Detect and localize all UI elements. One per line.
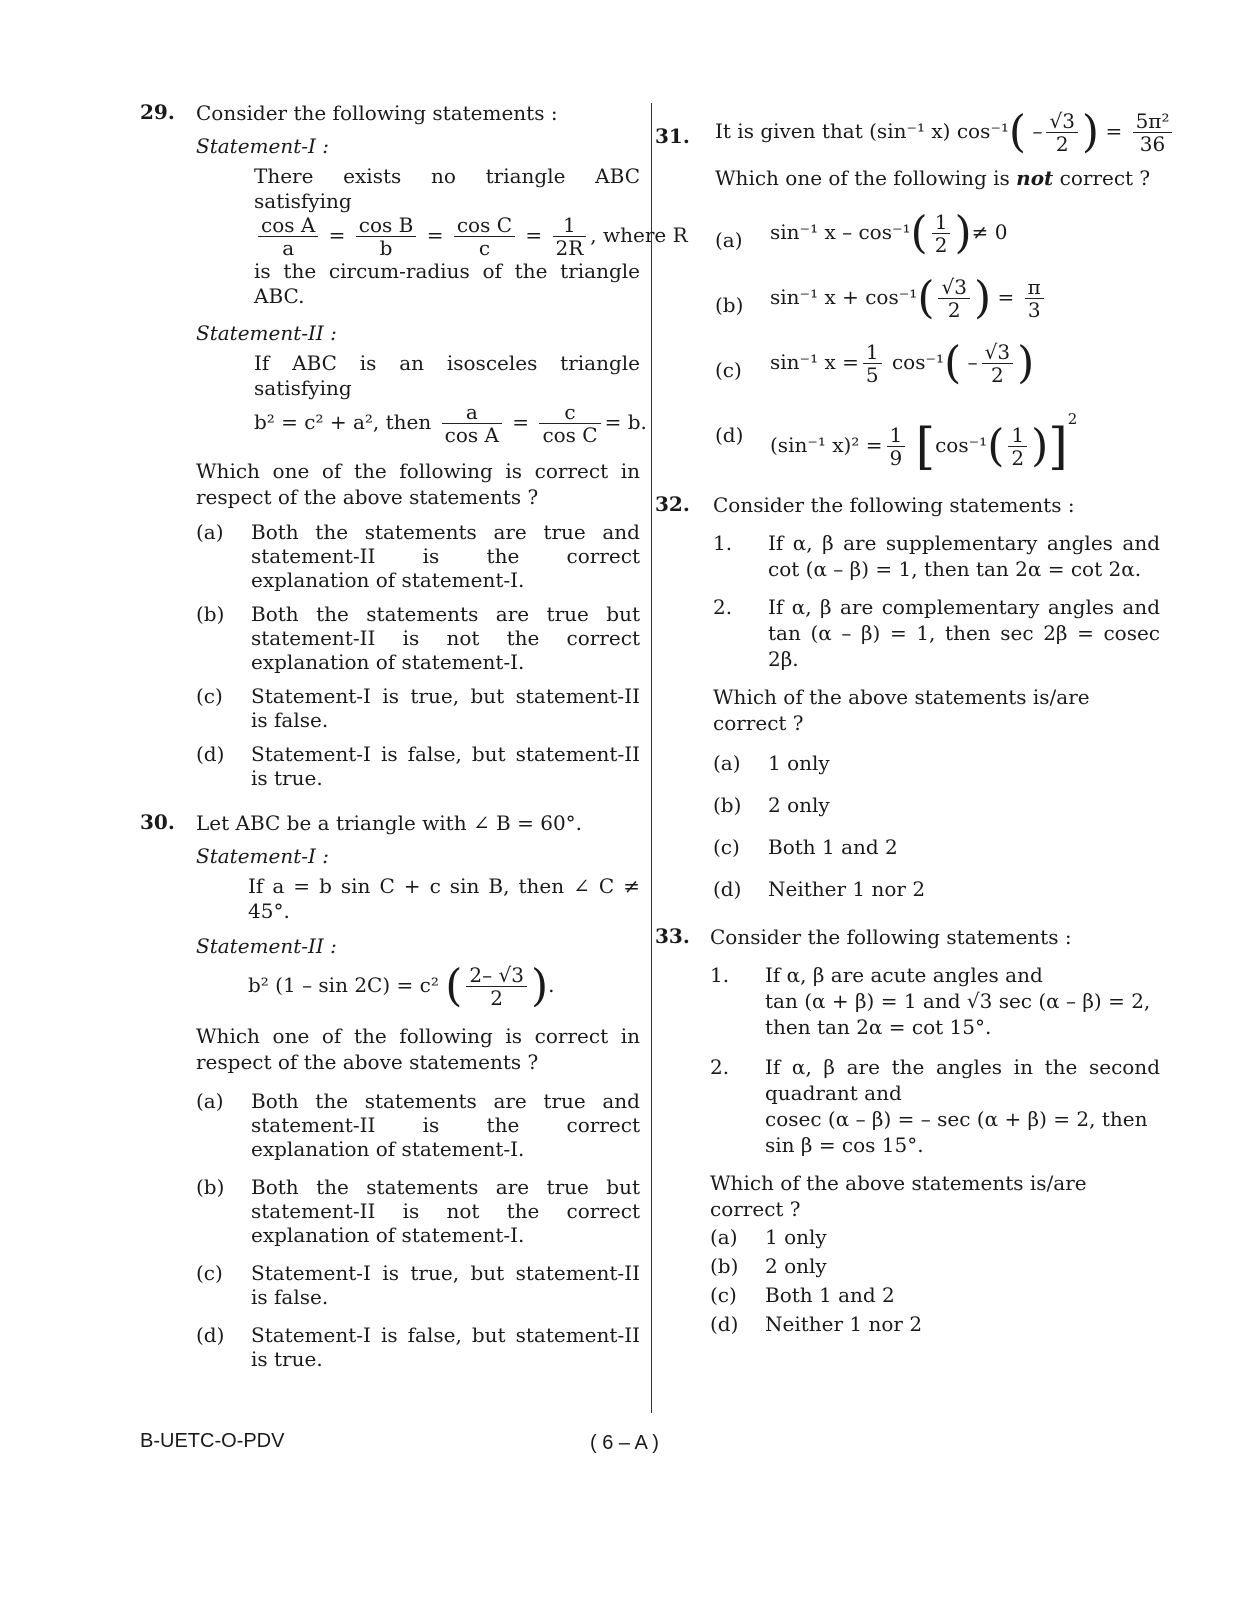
denominator: cos C <box>542 423 598 447</box>
statement-1: If a = b sin C + c sin B, then ∠ C ≠ 45°. <box>248 874 640 923</box>
prompt-text: Which one of the following is <box>715 166 1017 190</box>
option-label: (b) <box>196 1175 225 1199</box>
numerator: 1 <box>553 214 587 237</box>
right-paren: ) <box>954 207 972 259</box>
denominator: 2R <box>555 236 584 260</box>
option-c[interactable] <box>710 1282 1160 1308</box>
item-label: 2. <box>713 594 733 619</box>
statement-1-line: is the circum-radius of the triangle ABC. <box>254 259 640 308</box>
question-number: 29. <box>140 100 175 124</box>
question-number: 31. <box>655 124 690 148</box>
right-paren: ) <box>1081 106 1100 158</box>
numerator: c <box>539 401 600 424</box>
equation-end: . <box>548 973 555 997</box>
question-31 <box>655 106 1170 476</box>
fraction <box>1008 424 1027 469</box>
question-intro: Consider the following statements : <box>196 101 558 125</box>
fraction <box>982 341 1013 386</box>
item-text: then tan 2α = cot 15°. <box>765 1014 992 1039</box>
statement-1-line: There exists no triangle ABC satisfying <box>254 164 640 213</box>
option-d[interactable] <box>715 406 1160 476</box>
right-bracket: ] <box>1048 417 1068 476</box>
right-paren: ) <box>530 960 549 1012</box>
option-a[interactable] <box>196 1089 640 1161</box>
statement-2 <box>710 1054 1160 1158</box>
option-text: Both the statements are true but statement-II is not the correct explanation of statement-I. <box>251 1175 640 1247</box>
statement-1-equation: $\frac{\text{cos A}}{a}$ = $\frac{\text{cos B}}{b}$ = $\frac{\text{cos C}}{c}$ = $\frac{1}{2R}$ , where R <box>254 214 640 259</box>
option-d[interactable] <box>713 876 1160 902</box>
numerator: √3 <box>938 276 969 299</box>
option-text: Both 1 and 2 <box>765 1282 895 1307</box>
denominator: cos A <box>444 423 499 447</box>
item-label: 1. <box>710 962 730 987</box>
question-prompt: Which one of the following is correct in respect of the above statements ? <box>196 1024 640 1074</box>
option-text: 1 only <box>765 1224 827 1249</box>
denominator: 2 <box>947 298 961 322</box>
numerator: 1 <box>1008 424 1027 447</box>
numerator: cos B <box>356 214 417 237</box>
fraction <box>454 214 515 259</box>
denominator: 2 <box>490 986 504 1010</box>
fraction <box>356 214 417 259</box>
fraction <box>258 214 318 259</box>
denominator: 36 <box>1139 132 1166 156</box>
option-label: (d) <box>713 876 742 901</box>
option-formula: sin⁻¹ x = $\frac{1}{5}$ cos⁻¹( – $\frac{√3}{2}$ ) <box>770 337 1035 389</box>
option-text: Both the statements are true and statement-II is the correct explanation of statement-I. <box>251 520 640 592</box>
item-text: sin β = cos 15°. <box>765 1132 924 1157</box>
numerator: 1 <box>932 211 951 234</box>
option-label: (c) <box>196 684 223 708</box>
numerator: 1 <box>863 341 882 364</box>
fraction <box>863 341 882 386</box>
statement-2-label: Statement-II : <box>196 321 337 345</box>
option-formula <box>770 406 1160 476</box>
formula-text: sin⁻¹ x + cos⁻¹ <box>770 285 918 309</box>
statement-1-label: Statement-I : <box>196 134 330 158</box>
equation-end: = b. <box>604 410 647 434</box>
formula-text: sin⁻¹ x = <box>770 350 859 374</box>
left-paren: ( <box>910 207 928 259</box>
denominator: 2 <box>1011 446 1025 470</box>
denominator: a <box>282 236 295 260</box>
item-text: If α, β are complementary angles and tan (α – β) = 1, then sec 2β = cosec 2β. <box>768 594 1160 671</box>
statement-2-line: If ABC is an isosceles triangle satisfying <box>254 351 640 400</box>
option-label: (d) <box>196 1323 225 1347</box>
prompt-emphasis: not <box>1016 166 1054 190</box>
question-intro: Let ABC be a triangle with ∠ B = 60°. <box>196 811 583 835</box>
option-text: Both 1 and 2 <box>768 834 898 859</box>
option-a[interactable] <box>196 520 640 592</box>
numerator: 1 <box>887 424 906 447</box>
question-intro: Consider the following statements : <box>713 492 1075 517</box>
fraction <box>932 211 951 256</box>
numerator: 2– √3 <box>466 964 527 987</box>
statement-2 <box>254 351 647 447</box>
option-label: (b) <box>196 602 225 626</box>
option-c[interactable] <box>196 684 640 732</box>
exponent: 2 <box>1067 410 1078 428</box>
option-c[interactable] <box>196 1261 640 1309</box>
option-b[interactable] <box>196 1175 640 1247</box>
numerator: π <box>1025 276 1044 299</box>
option-text: Statement-I is true, but statement-II is false. <box>251 1261 640 1309</box>
option-label: (c) <box>196 1261 223 1285</box>
question-number: 30. <box>140 810 175 834</box>
statement-1-where: , where R <box>590 223 688 247</box>
item-text: cosec (α – β) = – sec (α + β) = 2, then <box>765 1106 1148 1131</box>
fraction <box>466 964 527 1009</box>
statement-2-equation: b² = c² + a², then $\frac{a}{\text{cos A}}$ = $\frac{c}{\text{cos C}}$ = b. <box>254 400 647 447</box>
option-b[interactable] <box>713 792 1160 818</box>
fraction <box>938 276 969 321</box>
option-label: (d) <box>715 423 744 447</box>
denominator: 2 <box>1055 132 1069 156</box>
option-text: Statement-I is false, but statement-II is true. <box>251 1323 640 1371</box>
intro-text: It is given that (sin⁻¹ x) cos⁻¹ <box>715 119 1009 143</box>
option-text: 2 only <box>765 1253 827 1278</box>
option-formula: sin⁻¹ x + cos⁻¹( $\frac{√3}{2}$ ) = $\frac{\pi}{3}$ <box>770 276 1160 321</box>
denominator: 2 <box>934 233 948 257</box>
question-prompt <box>715 165 1160 191</box>
numerator: 5π² <box>1133 110 1173 133</box>
option-a[interactable] <box>710 1224 1160 1250</box>
formula-text: cos⁻¹ <box>935 433 988 457</box>
option-text: Neither 1 nor 2 <box>765 1311 923 1336</box>
right-paren: ) <box>1031 420 1049 472</box>
option-label: (d) <box>196 742 225 766</box>
equation-text: b² (1 – sin 2C) = c² <box>248 973 439 997</box>
question-prompt: Which one of the following is correct in respect of the above statements ? <box>196 459 640 509</box>
fraction <box>539 401 600 446</box>
question-intro: Consider the following statements : <box>710 924 1072 949</box>
left-paren: ( <box>987 420 1005 472</box>
left-paren: ( <box>944 337 962 389</box>
paper-code: B-UETC-O-PDV <box>140 1430 285 1452</box>
item-text: If α, β are the angles in the second quadrant and <box>765 1054 1160 1105</box>
option-a[interactable] <box>715 207 1160 259</box>
denominator: c <box>478 236 491 260</box>
column-divider <box>651 103 652 1413</box>
denominator: b <box>379 236 393 260</box>
fraction <box>1046 110 1077 155</box>
option-label: (c) <box>713 834 740 859</box>
right-column <box>655 100 1170 1337</box>
fraction <box>887 424 906 469</box>
denominator: 3 <box>1027 298 1041 322</box>
option-label: (a) <box>196 1089 224 1113</box>
page-number: ( 6 – A ) <box>590 1432 659 1454</box>
question-prompt: Which of the above statements is/are correct ? <box>710 1170 1087 1221</box>
prompt-text: correct ? <box>1053 166 1151 190</box>
equation-text: b² = c² + a², then <box>254 410 432 434</box>
left-bracket: [ <box>915 417 936 476</box>
option-text: 1 only <box>768 750 830 775</box>
option-text: Statement-I is false, but statement-II is true. <box>251 742 640 790</box>
formula-text: sin⁻¹ x – cos⁻¹ <box>770 220 911 244</box>
denominator: 9 <box>889 446 903 470</box>
statement-2 <box>713 594 1160 672</box>
item-text: If α, β are supplementary angles and cot (α – β) = 1, then tan 2α = cot 2α. <box>768 530 1160 581</box>
option-label: (d) <box>710 1311 739 1336</box>
statement-1-label: Statement-I : <box>196 844 330 868</box>
question-30 <box>140 810 640 1371</box>
option-a[interactable] <box>713 750 1160 776</box>
fraction <box>1025 276 1044 321</box>
question-33 <box>655 924 1160 1337</box>
statement-1 <box>710 962 1160 1040</box>
options-list <box>196 1089 640 1371</box>
item-label: 1. <box>713 530 733 555</box>
right-paren: ) <box>973 272 992 324</box>
question-intro: It is given that (sin⁻¹ x) cos⁻¹( – $\frac{√3}{2}$ ) = $\frac{\text{5π²}}{36}$ <box>715 110 1160 155</box>
numerator: √3 <box>982 341 1013 364</box>
option-label: (b) <box>715 293 744 317</box>
statement-1 <box>713 530 1160 582</box>
item-text: If α, β are acute angles and <box>765 962 1043 987</box>
option-b[interactable] <box>715 272 1160 324</box>
left-paren: ( <box>1008 106 1027 158</box>
fraction <box>1133 110 1173 155</box>
option-label: (a) <box>196 520 224 544</box>
option-label: (c) <box>710 1282 737 1307</box>
option-b[interactable] <box>710 1253 1160 1279</box>
option-label: (a) <box>713 750 741 775</box>
formula-text: cos⁻¹ <box>891 350 945 374</box>
formula-text: (sin⁻¹ x)² = <box>770 433 883 457</box>
option-text: Neither 1 nor 2 <box>768 876 926 901</box>
option-b[interactable] <box>196 602 640 674</box>
option-d[interactable] <box>196 1323 640 1371</box>
denominator: 2 <box>990 363 1004 387</box>
right-paren: ) <box>1017 337 1035 389</box>
question-prompt: Which of the above statements is/are correct ? <box>713 684 1090 735</box>
item-label: 2. <box>710 1054 730 1079</box>
option-formula <box>770 207 1160 259</box>
question-32 <box>655 492 1160 902</box>
denominator: 5 <box>865 363 879 387</box>
statement-2-label: Statement-II : <box>196 934 337 958</box>
option-text: Both the statements are true and statement-II is the correct explanation of statement-I. <box>251 1089 640 1161</box>
left-paren: ( <box>917 272 935 324</box>
item-text: tan (α + β) = 1 and √3 sec (α – β) = 2, <box>765 988 1151 1013</box>
option-label: (a) <box>710 1224 738 1249</box>
numerator: √3 <box>1046 110 1077 133</box>
fraction <box>442 401 502 446</box>
option-text: 2 only <box>768 792 830 817</box>
formula-text: ≠ 0 <box>971 220 1008 244</box>
option-c[interactable] <box>713 834 1160 860</box>
numerator: cos A <box>258 214 318 237</box>
option-c[interactable] <box>715 337 1160 389</box>
question-number: 33. <box>655 923 690 948</box>
option-text: Statement-I is true, but statement-II is false. <box>251 684 640 732</box>
option-text: Both the statements are true but statement-II is not the correct explanation of statement-I. <box>251 602 640 674</box>
fraction <box>553 214 587 259</box>
options-list <box>196 520 640 790</box>
option-label: (b) <box>713 792 742 817</box>
option-label: (c) <box>715 358 742 382</box>
option-d[interactable] <box>710 1311 1160 1337</box>
left-paren: ( <box>445 960 463 1012</box>
statement-2 <box>248 960 640 1012</box>
statement-1 <box>254 164 688 309</box>
numerator: cos C <box>454 214 515 237</box>
option-d[interactable] <box>196 742 640 790</box>
question-number: 32. <box>655 491 690 516</box>
numerator: a <box>442 401 502 424</box>
option-label: (b) <box>710 1253 739 1278</box>
option-label: (a) <box>715 228 743 252</box>
